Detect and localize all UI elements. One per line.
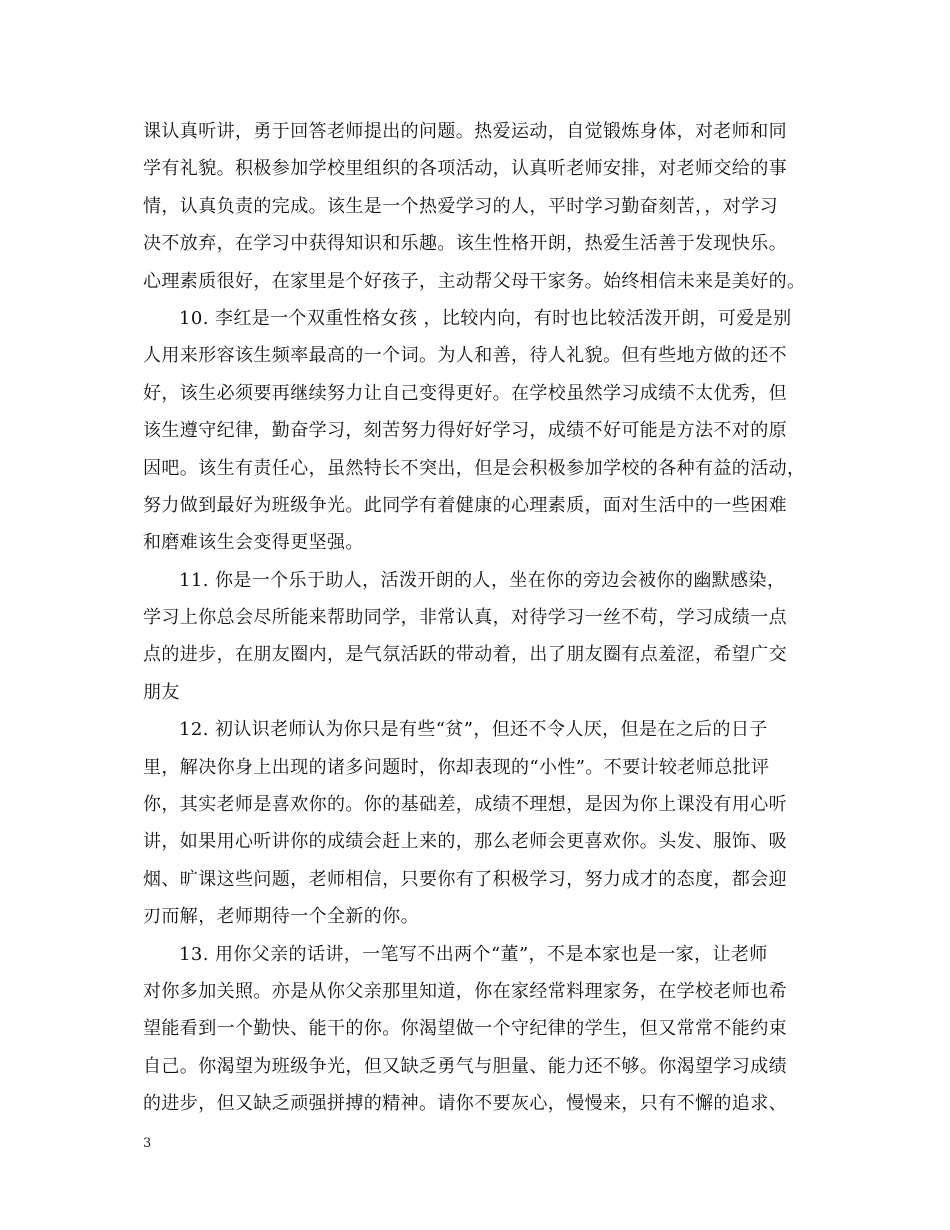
text-line: 努力做到最好为班级争光。此同学有着健康的心理素质，面对生活中的一些困难 xyxy=(143,494,787,516)
text-line: 望能看到一个勤快、能干的你。你渴望做一个守纪律的学生，但又常常不能约束 xyxy=(143,1018,787,1040)
text-line: 心理素质很好，在家里是个好孩子，主动帮父母干家务。始终相信未来是美好的。 xyxy=(143,270,806,292)
text-line: 朋友 xyxy=(143,681,180,703)
text-line: 对你多加关照。亦是从你父亲那里知道，你在家经常料理家务，在学校老师也希 xyxy=(143,980,787,1002)
text-line: 点的进步，在朋友圈内，是气氛活跃的带动着，出了朋友圈有点羞涩，希望广交 xyxy=(143,644,787,666)
text-line: 和磨难该生会变得更坚强。 xyxy=(143,532,364,554)
paragraph-13-start: 13. 用你父亲的话讲，一笔写不出两个“董”，不是本家也是一家，让老师 xyxy=(179,943,768,965)
text-line: 情，认真负责的完成。该生是一个热爱学习的人，平时学习勤奋刻苦，，对学习 xyxy=(143,195,778,217)
text-line: 你，其实老师是喜欢你的。你的基础差，成绩不理想，是因为你上课没有用心听 xyxy=(143,794,787,816)
text-line: 课认真听讲，勇于回答老师提出的问题。热爱运动，自觉锻炼身体，对老师和同 xyxy=(143,121,787,142)
text-line: 自己。你渴望为班级争光，但又缺乏勇气与胆量、能力还不够。你渴望学习成绩 xyxy=(143,1055,787,1077)
paragraph-12-start: 12. 初认识老师认为你只是有些“贫”，但还不令人厌，但是在之后的日子 xyxy=(179,719,768,741)
text-line: 好，该生必须要再继续努力让自己变得更好。在学校虽然学习成绩不太优秀，但 xyxy=(143,382,787,404)
text-line: 决不放弃，在学习中获得知识和乐趣。该生性格开朗，热爱生活善于发现快乐。 xyxy=(143,233,787,255)
text-line: 里，解决你身上出现的诸多问题时，你却表现的“小性”。不要计较老师总批评 xyxy=(143,756,770,778)
text-line: 学习上你总会尽所能来帮助同学，非常认真，对待学习一丝不苟，学习成绩一点 xyxy=(143,607,787,629)
body-text xyxy=(143,113,823,1123)
text-line: 烟、旷课这些问题，老师相信，只要你有了积极学习，努力成才的态度，都会迎 xyxy=(143,868,787,890)
paragraph-10-start: 10. 李红是一个双重性格女孩 ，比较内向，有时也比较活泼开朗，可爱是别 xyxy=(179,307,792,329)
text-line: 讲，如果用心听讲你的成绩会赶上来的，那么老师会更喜欢你。头发、服饰、吸 xyxy=(143,831,787,853)
text-line: 的进步，但又缺乏顽强拼搏的精神。请你不要灰心，慢慢来，只有不懈的追求、 xyxy=(143,1093,787,1115)
text-line: 该生遵守纪律，勤奋学习，刻苦努力得好好学习，成绩不好可能是方法不对的原 xyxy=(143,420,787,442)
paragraph-11-start: 11. 你是一个乐于助人，活泼开朗的人，坐在你的旁边会被你的幽默感染， xyxy=(179,569,786,591)
text-line: 学有礼貌。积极参加学校里组织的各项活动，认真听老师安排，对老师交给的事 xyxy=(143,158,787,180)
text-line: 人用来形容该生频率最高的一个词。为人和善，待人礼貌。但有些地方做的还不 xyxy=(143,345,787,367)
text-line: 刃而解，老师期待一个全新的你。 xyxy=(143,906,419,928)
text-line: 因吧。该生有责任心，虽然特长不突出，但是会积极参加学校的各种有益的活动， xyxy=(143,457,806,479)
page-number: 3 xyxy=(143,1136,152,1151)
